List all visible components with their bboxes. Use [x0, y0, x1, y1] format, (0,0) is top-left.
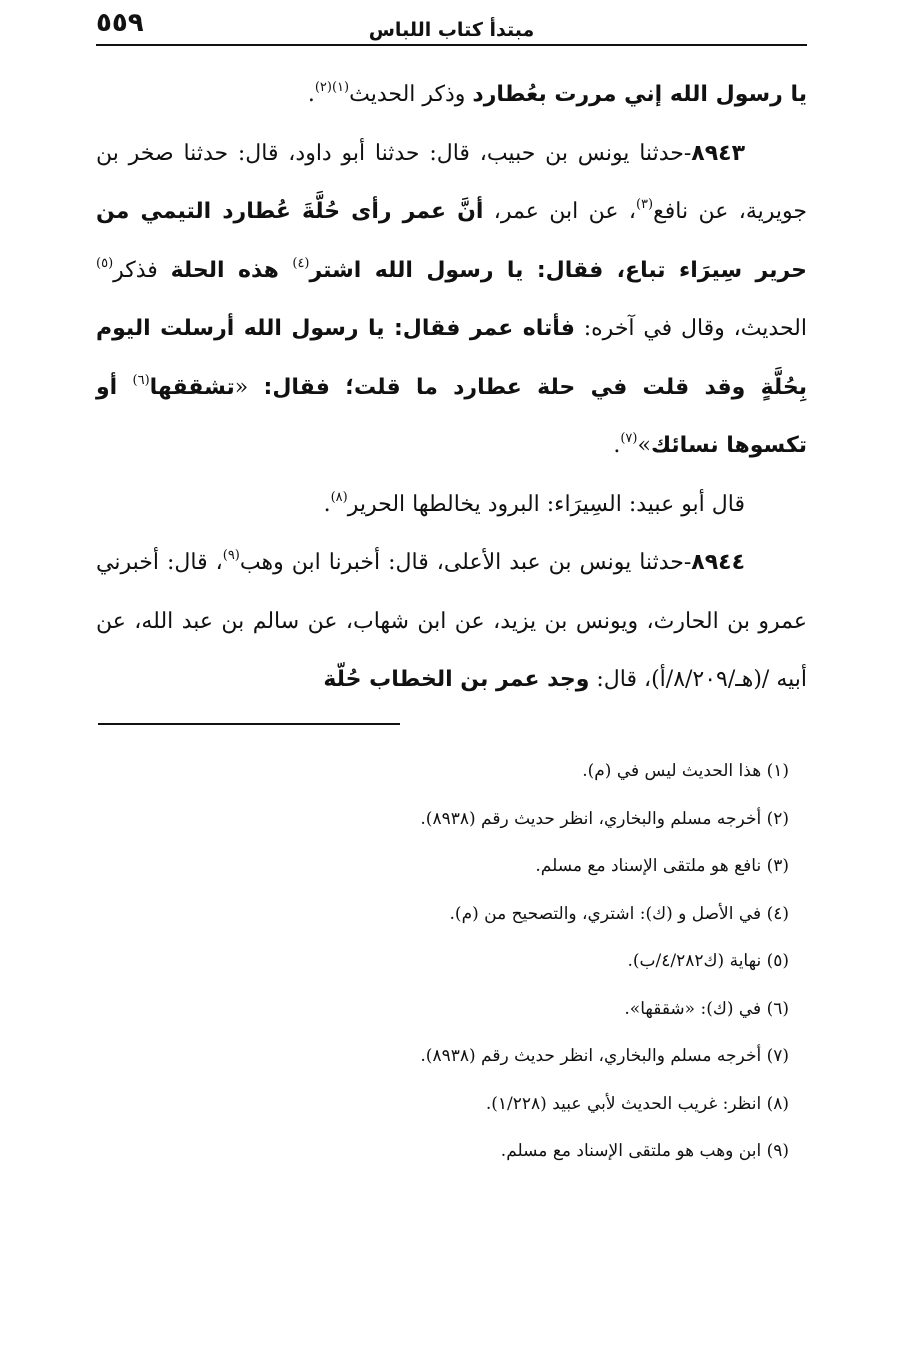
bold-text: يا رسول الله إني مررت بعُطارد — [472, 82, 807, 107]
footnote-ref: (٧) — [620, 431, 638, 446]
bold-text: وجد عمر بن الخطاب حُلّة — [323, 667, 590, 692]
hadith-8943 — [96, 125, 807, 476]
bold-text: أنَّ عمر رأى حُلَّةَ عُطارد التيمي من حرير سِيرَاء تباع، فقال: يا رسول الله اشتر — [96, 199, 807, 283]
bold-text: فأتاه عمر فقال: يا رسول الله أرسلت اليوم بِحُلَّةٍ وقد قلت في حلة عطارد ما قلت؛ فقال: — [96, 316, 808, 400]
footnote-ref: (٦) — [132, 372, 150, 388]
footnote-ref: (٣) — [635, 197, 654, 212]
page-header — [96, 8, 807, 48]
header-rule — [96, 44, 807, 46]
footnote: (٤) في الأصل و (ك): اشتري، والتصحيح من (م). — [449, 903, 789, 924]
hadith-8944 — [96, 534, 807, 710]
footnote-ref: (٤) — [292, 255, 310, 271]
footnote-ref: (١)(٢) — [314, 80, 350, 95]
running-title: مبتدأ كتاب اللباس — [368, 19, 535, 41]
footnote-separator — [98, 723, 400, 725]
text: . — [613, 433, 621, 458]
paragraph-continuation — [96, 66, 807, 125]
text: . — [307, 82, 315, 107]
page-number: ٥٥٩ — [96, 8, 144, 38]
text: ، قال: أخبرني عمرو بن الحارث، ويونس بن يزيد، عن ابن شهاب، عن سالم بن عبد الله، عن أبيه /(هـ/٨/٢٠٩/أ)، قال: — [96, 550, 807, 692]
footnote: (٦) في (ك): «شققها». — [624, 998, 789, 1019]
text: » — [637, 433, 651, 458]
hadith-number: ٨٩٤٣ — [691, 140, 745, 166]
footnote-ref: (٨) — [330, 489, 348, 505]
footnote: (٧) أخرجه مسلم والبخاري، انظر حديث رقم (٨٩٣٨). — [420, 1046, 789, 1066]
text: -حدثنا يونس بن عبد الأعلى، قال: أخبرنا ابن وهب — [239, 550, 692, 575]
text: فذكر — [113, 257, 171, 283]
main-text — [96, 66, 807, 710]
abu-ubaid-note — [96, 476, 807, 535]
footnote: (٩) ابن وهب هو ملتقى الإسناد مع مسلم. — [500, 1141, 789, 1161]
bold-text: هذه الحلة — [170, 257, 293, 283]
text: وذكر الحديث — [349, 82, 473, 107]
bold-text: أو تكسوها نسائك — [96, 374, 807, 458]
footnote-ref: (٩) — [222, 548, 240, 563]
footnotes — [96, 748, 789, 1176]
footnote: (٨) انظر: غريب الحديث لأبي عبيد (١/٢٢٨). — [485, 1093, 789, 1114]
text: قال أبو عبيد: السِيرَاء: البرود يخالطها الحرير — [347, 491, 745, 517]
text: الحديث، وقال في آخره: — [574, 316, 807, 341]
footnote: (٢) أخرجه مسلم والبخاري، انظر حديث رقم (٨٩٣٨). — [420, 808, 789, 829]
bold-text: تشققها — [149, 374, 235, 400]
footnote: (١) هذا الحديث ليس في (م). — [582, 761, 789, 781]
text: « — [234, 374, 249, 400]
footnote: (٣) نافع هو ملتقى الإسناد مع مسلم. — [535, 856, 789, 876]
hadith-number: ٨٩٤٤ — [691, 550, 745, 575]
footnote: (٥) نهاية (ك٤/٢٨٢/ب). — [627, 951, 789, 971]
footnote-ref: (٥) — [96, 255, 114, 271]
text: ، عن ابن عمر، — [483, 199, 636, 224]
text: -حدثنا يونس بن حبيب، قال: حدثنا أبو داود، قال: حدثنا صخر بن جويرية، عن نافع — [96, 140, 807, 224]
text: . — [323, 491, 331, 517]
